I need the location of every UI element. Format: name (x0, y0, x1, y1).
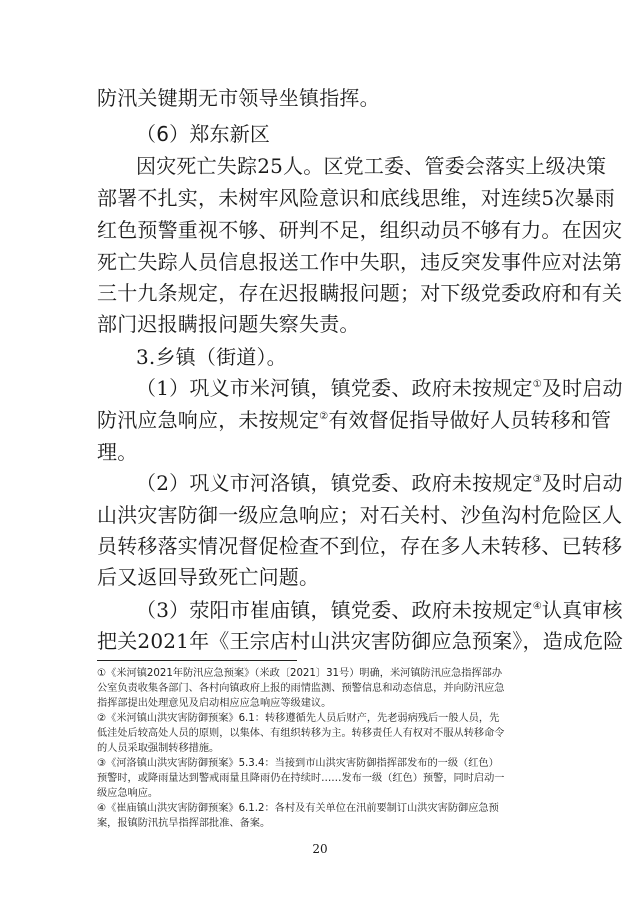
footnote-divider (97, 660, 297, 661)
paragraph-line: 因灾死亡失踪25人。区党工委、管委会落实上级决策 (136, 154, 607, 178)
paragraph-line: 死亡失踪人员信息报送工作中失职，违反突发事件应对法第 (97, 250, 623, 274)
paragraph-line: 部署不扎实，未树牢风险意识和底线思维，对连续5次暴雨 (97, 186, 615, 210)
text-run: （1）巩义市米河镇，镇党委、政府未按规定 (136, 376, 533, 400)
paragraph-line: 三十九条规定，存在迟报瞒报问题；对下级党委政府和有关 (97, 281, 623, 305)
footnote-ref-2[interactable]: ② (319, 411, 329, 422)
footnote-3-line: 级应急响应。 (97, 788, 159, 799)
paragraph-line: 红色预警重视不够、研判不足，组织动员不够有力。在因灾 (97, 218, 623, 242)
footnote-ref-1[interactable]: ① (532, 379, 542, 390)
footnote-4-line: 案，报镇防汛抗旱指挥部批准、备案。 (97, 818, 271, 829)
footnote-ref-4[interactable]: ④ (532, 601, 542, 612)
footnote-1-line: 公室负责收集各部门、各村向镇政府上报的雨情监测、预警信息和动态信息，并向防汛应急 (97, 683, 505, 694)
paragraph-line (136, 374, 623, 402)
text-run: 有效督促指导做好人员转移和管 (328, 408, 612, 432)
paragraph-line (136, 596, 623, 624)
paragraph-line: 理。 (97, 440, 138, 464)
paragraph-line: 员转移落实情况督促检查不到位，存在多人未转移、已转移 (97, 534, 623, 558)
text-run: 防汛应急响应，未按规定 (97, 408, 320, 432)
paragraph-line: 把关2021年《王宗店村山洪灾害防御应急预案》，造成危险 (97, 629, 624, 653)
paragraph-line: 山洪灾害防御一级应急响应；对石关村、沙鱼沟村危险区人 (97, 503, 623, 527)
text-run: 及时启动 (541, 376, 623, 400)
footnote-3-line: 预警时，或降雨量达到警戒雨量且降雨仍在持续时……发布一级（红色）预警，同时启动一 (97, 773, 505, 784)
paragraph-line: 后又返回导致死亡问题。 (97, 565, 320, 589)
text-run: （3）荥阳市崔庙镇，镇党委、政府未按规定 (136, 598, 533, 622)
text-run: 认真审核 (541, 598, 623, 622)
footnote-2-line: ②《米河镇山洪灾害防御预案》6.1：转移遵循先人员后财产，先老弱病残后一般人员，先 (97, 713, 500, 724)
page-number: 20 (312, 842, 328, 856)
footnote-3-line: ③《河洛镇山洪灾害防御预案》5.3.4：当接到市山洪灾害防御指挥部发布的一级（红色） (97, 758, 499, 769)
section-heading-townships: 3.乡镇（街道）。 (136, 345, 287, 369)
paragraph-line (97, 406, 611, 434)
text-run: （2）巩义市河洛镇，镇党委、政府未按规定 (136, 471, 533, 495)
footnote-ref-3[interactable]: ③ (532, 474, 542, 485)
footnote-1-line: ①《米河镇2021年防汛应急预案》（米政〔2021〕31号）明确，米河镇防汛应急指挥部办 (97, 668, 503, 679)
text-run: 及时启动 (541, 471, 623, 495)
paragraph-line: 防汛关键期无市领导坐镇指挥。 (97, 86, 380, 110)
paragraph-line: 部门迟报瞒报问题失察失责。 (97, 312, 360, 336)
footnote-4-line: ④《崔庙镇山洪灾害防御预案》6.1.2：各村及有关单位在汛前要制订山洪灾害防御应急预 (97, 803, 499, 814)
footnote-1-line: 指挥部提出处理意见及启动相应应急响应等级建议。 (97, 698, 332, 709)
section-heading-zhengdong: （6）郑东新区 (136, 122, 271, 146)
footnote-2-line: 的人员采取强制转移措施。 (97, 743, 220, 754)
footnote-2-line: 低洼处后较高处人员的原则，以集体、有组织转移为主。转移责任人有权对不服从转移命令 (97, 728, 505, 739)
paragraph-line (136, 469, 623, 497)
